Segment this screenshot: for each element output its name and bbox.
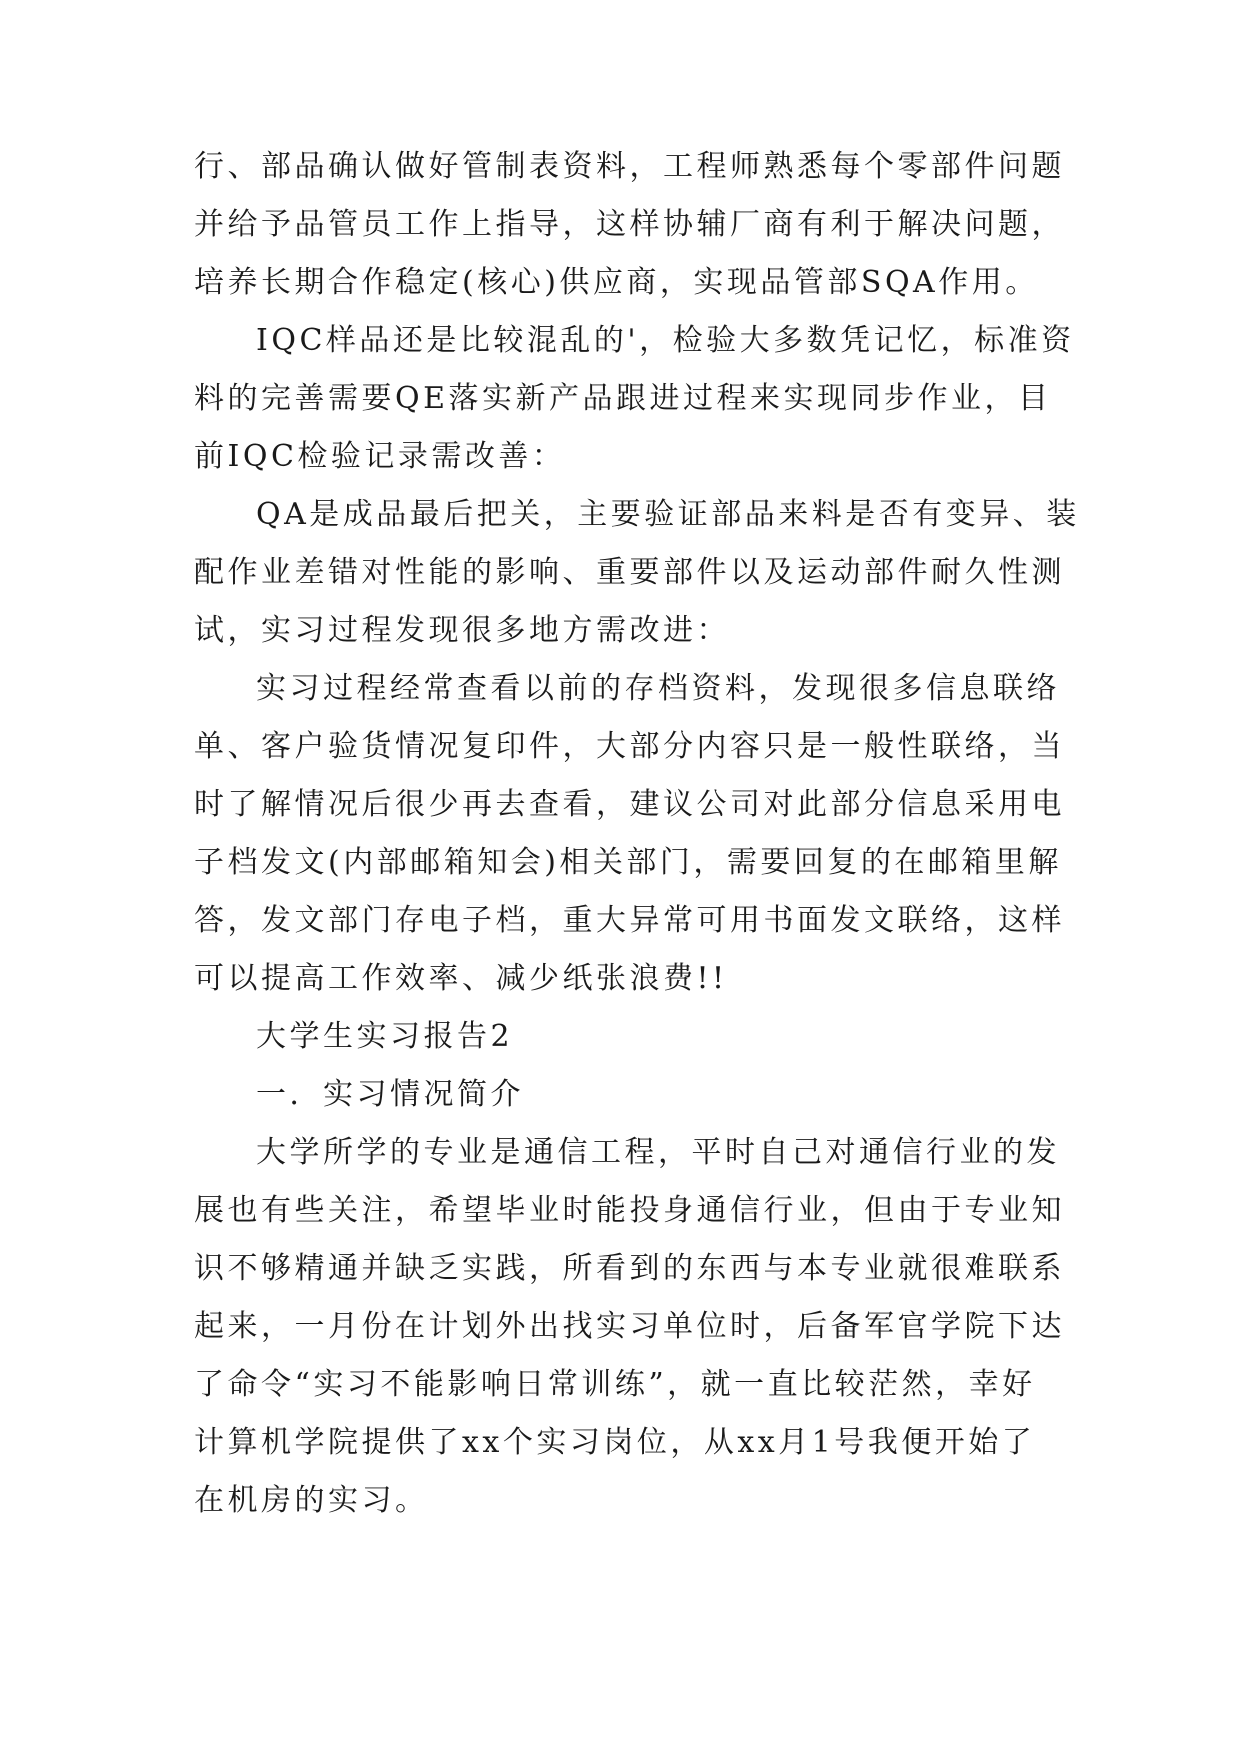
text-line: 时了解情况后很少再去查看，建议公司对此部分信息采用电 bbox=[194, 787, 1065, 822]
paragraph-start-line: IQC样品还是比较混乱的'，检验大多数凭记忆，标准资 bbox=[256, 323, 1075, 358]
text-line: 子档发文(内部邮箱知会)相关部门，需要回复的在邮箱里解 bbox=[194, 845, 1062, 880]
text-line: 单、客户验货情况复印件，大部分内容只是一般性联络，当 bbox=[194, 729, 1065, 764]
text-line: 培养长期合作稳定(核心)供应商，实现品管部SQA作用。 bbox=[194, 265, 1039, 300]
text-line: 可以提高工作效率、减少纸张浪费!! bbox=[194, 961, 728, 996]
text-line: 前IQC检验记录需改善： bbox=[194, 439, 566, 474]
section-title: 大学生实习报告2 bbox=[256, 1019, 514, 1054]
text-line: 答，发文部门存电子档，重大异常可用书面发文联络，这样 bbox=[194, 903, 1065, 938]
text-line: 并给予品管员工作上指导，这样协辅厂商有利于解决问题， bbox=[194, 207, 1065, 242]
text-line: 行、部品确认做好管制表资料，工程师熟悉每个零部件问题 bbox=[194, 149, 1065, 184]
text-line: 识不够精通并缺乏实践，所看到的东西与本专业就很难联系 bbox=[194, 1251, 1065, 1286]
text-line: 计算机学院提供了xx个实习岗位，从xx月1号我便开始了 bbox=[194, 1425, 1036, 1460]
section-heading: 一．实习情况简介 bbox=[256, 1077, 524, 1112]
text-line: 配作业差错对性能的影响、重要部件以及运动部件耐久性测 bbox=[194, 555, 1065, 590]
text-line: 在机房的实习。 bbox=[194, 1483, 429, 1518]
text-line: 了命令“实习不能影响日常训练”，就一直比较茫然，幸好 bbox=[194, 1367, 1036, 1402]
text-line: 展也有些关注，希望毕业时能投身通信行业，但由于专业知 bbox=[194, 1193, 1065, 1228]
paragraph-start-line: QA是成品最后把关，主要验证部品来料是否有变异、装 bbox=[256, 497, 1080, 532]
text-line: 试，实习过程发现很多地方需改进： bbox=[194, 613, 730, 648]
text-line: 起来，一月份在计划外出找实习单位时，后备军官学院下达 bbox=[194, 1309, 1065, 1344]
paragraph-start-line: 大学所学的专业是通信工程，平时自己对通信行业的发 bbox=[256, 1135, 1060, 1170]
paragraph-start-line: 实习过程经常查看以前的存档资料，发现很多信息联络 bbox=[256, 671, 1060, 706]
text-line: 料的完善需要QE落实新产品跟进过程来实现同步作业，目 bbox=[194, 381, 1052, 416]
